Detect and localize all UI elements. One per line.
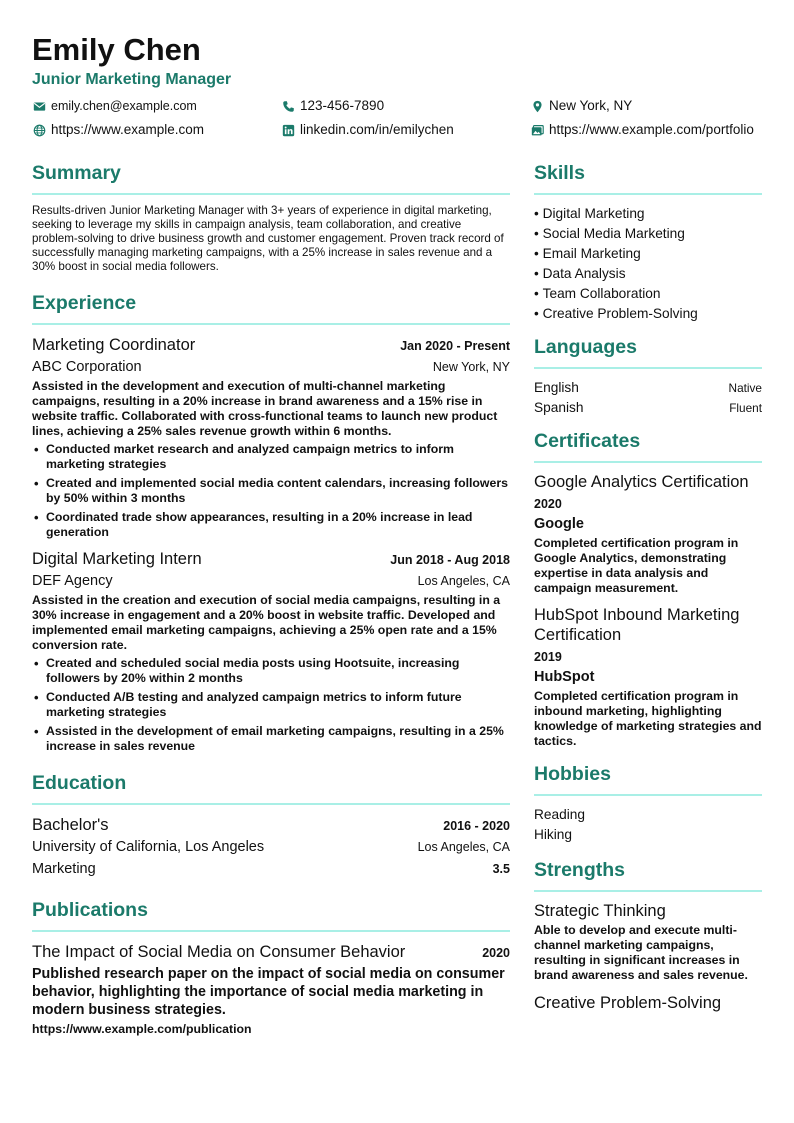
job-bullets: [32, 656, 510, 754]
certificate-issuer: Google: [534, 516, 584, 532]
experience-heading: Experience: [32, 292, 137, 314]
skill-item: • Digital Marketing: [534, 204, 762, 224]
left-column: [32, 160, 510, 1036]
job-location: Los Angeles, CA: [417, 574, 510, 588]
language-name: Spanish: [534, 400, 584, 415]
publication-description: Published research paper on the impact of social media on consumer behavior, highlighting the importance of social media marketing in modern business strategies.: [32, 966, 505, 1018]
certificate-name: Google Analytics Certification: [534, 473, 749, 491]
section-divider: [32, 193, 510, 195]
section-divider: [534, 193, 762, 195]
summary-section: [32, 160, 510, 274]
job-bullet: • Coordinated trade show appearances, resulting in a 20% increase in lead generation: [32, 510, 510, 540]
skill-item: • Social Media Marketing: [534, 224, 762, 244]
contact-linkedin-text: linkedin.com/in/emilychen: [300, 122, 454, 137]
envelope-icon: [32, 99, 46, 113]
certificate-year: 2019: [534, 650, 562, 664]
languages-heading: Languages: [534, 336, 637, 358]
language-item: [534, 398, 762, 418]
certificates-heading: Certificates: [534, 430, 641, 452]
section-divider: [534, 794, 762, 796]
strength-entry: [534, 901, 762, 983]
job-dates: Jan 2020 - Present: [400, 339, 510, 353]
education-heading: Education: [32, 772, 127, 794]
strength-name: Strategic Thinking: [534, 902, 666, 920]
contact-portfolio[interactable]: [530, 121, 754, 139]
education-field: Marketing: [32, 861, 96, 877]
certificate-year: 2020: [534, 497, 562, 511]
contact-email[interactable]: [32, 97, 197, 115]
hobbies-heading: Hobbies: [534, 763, 611, 785]
skill-item: • Data Analysis: [534, 264, 762, 284]
publication-entry: [32, 941, 510, 1036]
language-item: [534, 378, 762, 398]
certificate-entry: [534, 605, 762, 749]
section-divider: [534, 461, 762, 463]
section-divider: [534, 890, 762, 892]
education-section: [32, 770, 510, 880]
job-entry: [32, 548, 510, 754]
hobby-item: Hiking: [534, 827, 573, 842]
strength-name: Creative Problem-Solving: [534, 994, 722, 1012]
education-dates: 2016 - 2020: [443, 819, 510, 833]
job-bullet: • Conducted A/B testing and analyzed campaign metrics to inform future marketing strategies: [32, 690, 510, 720]
section-divider: [32, 803, 510, 805]
job-dates: Jun 2018 - Aug 2018: [390, 553, 510, 567]
job-location: New York, NY: [432, 360, 510, 374]
job-description: Assisted in the development and execution of multi-channel marketing campaigns, resulting in a 20% increase in brand awareness and a 15% rise in website traffic. Collaborated with cross-functional teams to launch new product lines, achieving a 25% sales revenue growth within 6 months.: [32, 379, 498, 438]
job-description: Assisted in the creation and execution of social media campaigns, resulting in a 30% increase in engagement and a 20% boost in website traffic. Developed and implemented email marketing campaigns, achieving a 25% open rate and a 15% conversion rate.: [32, 593, 501, 652]
candidate-name: Emily Chen: [32, 32, 201, 67]
section-divider: [32, 323, 510, 325]
job-entry: [32, 334, 510, 540]
certificate-entry: [534, 472, 762, 596]
education-school: University of California, Los Angeles: [32, 839, 265, 855]
linkedin-icon: [281, 123, 295, 137]
contact-email-text: emily.chen@example.com: [51, 99, 197, 113]
job-title: Digital Marketing Intern: [32, 550, 202, 568]
skill-item: • Creative Problem-Solving: [534, 304, 762, 324]
skill-item: • Email Marketing: [534, 244, 762, 264]
skills-heading: Skills: [534, 162, 585, 184]
skills-section: [534, 160, 762, 324]
candidate-role: Junior Marketing Manager: [32, 71, 232, 88]
certificates-section: [534, 428, 762, 749]
summary-heading: Summary: [32, 162, 121, 184]
education-degree: Bachelor's: [32, 816, 109, 834]
skill-item: • Team Collaboration: [534, 284, 762, 304]
contact-phone[interactable]: [281, 97, 384, 115]
job-bullets: [32, 442, 510, 540]
education-location: Los Angeles, CA: [417, 840, 510, 854]
publication-title: The Impact of Social Media on Consumer Behavior: [32, 943, 406, 961]
strengths-heading: Strengths: [534, 859, 626, 881]
publications-section: [32, 897, 510, 1036]
experience-section: [32, 290, 510, 754]
hobbies-section: [534, 761, 762, 845]
job-bullet: • Conducted market research and analyzed campaign metrics to inform marketing strategies: [32, 442, 510, 472]
language-name: English: [534, 380, 579, 395]
right-column: [534, 160, 762, 1013]
globe-icon: [32, 123, 46, 137]
contact-portfolio-text: https://www.example.com/portfolio: [549, 122, 754, 137]
publication-link[interactable]: https://www.example.com/publication: [32, 1022, 252, 1036]
job-company: DEF Agency: [32, 573, 113, 589]
phone-icon: [281, 99, 295, 113]
certificate-description: Completed certification program in Google Analytics, demonstrating expertise in data analysis and campaign measurement.: [534, 536, 739, 595]
hobby-item: Reading: [534, 807, 585, 822]
publication-year: 2020: [482, 946, 510, 960]
contact-website-text: https://www.example.com: [51, 122, 205, 137]
education-gpa: 3.5: [492, 862, 510, 876]
certificate-description: Completed certification program in inbound marketing, highlighting knowledge of marketing strategies and tactics.: [534, 689, 762, 748]
summary-text: Results-driven Junior Marketing Manager with 3+ years of experience in digital marketing, seeking to leverage my skills in campaign analysis, team collaboration, and creative problem-solving to drive business growth and customer engagement. Proven track record of successfully managing marketing campaigns, with a 25% increase in sales revenue and a 30% boost in social media followers.: [32, 204, 504, 273]
strength-description: Able to develop and execute multi-channel marketing campaigns, resulting in significant increases in brand awareness and sales revenue.: [534, 923, 748, 982]
map-pin-icon: [530, 99, 544, 113]
contact-phone-text: 123-456-7890: [300, 98, 385, 113]
section-divider: [32, 930, 510, 932]
strengths-section: [534, 857, 762, 1013]
strength-entry: [534, 993, 762, 1013]
contact-website[interactable]: [32, 121, 204, 139]
contact-location-text: New York, NY: [549, 98, 633, 113]
section-divider: [534, 367, 762, 369]
portfolio-icon: [530, 123, 544, 137]
certificate-name: HubSpot Inbound Marketing Certification: [534, 606, 740, 644]
contact-linkedin[interactable]: [281, 121, 454, 139]
language-level: Fluent: [729, 401, 762, 415]
job-title: Marketing Coordinator: [32, 336, 196, 354]
skills-list: [534, 204, 762, 324]
job-company: ABC Corporation: [32, 359, 142, 375]
publications-heading: Publications: [32, 899, 148, 921]
certificate-issuer: HubSpot: [534, 669, 595, 685]
job-bullet: • Assisted in the development of email marketing campaigns, resulting in a 25% increase in sales revenue: [32, 724, 510, 754]
languages-section: [534, 334, 762, 418]
job-bullet: • Created and implemented social media content calendars, increasing followers by 50% within 3 months: [32, 476, 510, 506]
language-level: Native: [728, 381, 762, 395]
contact-location: [530, 97, 632, 115]
job-bullet: • Created and scheduled social media posts using Hootsuite, increasing followers by 20% within 2 months: [32, 656, 510, 686]
